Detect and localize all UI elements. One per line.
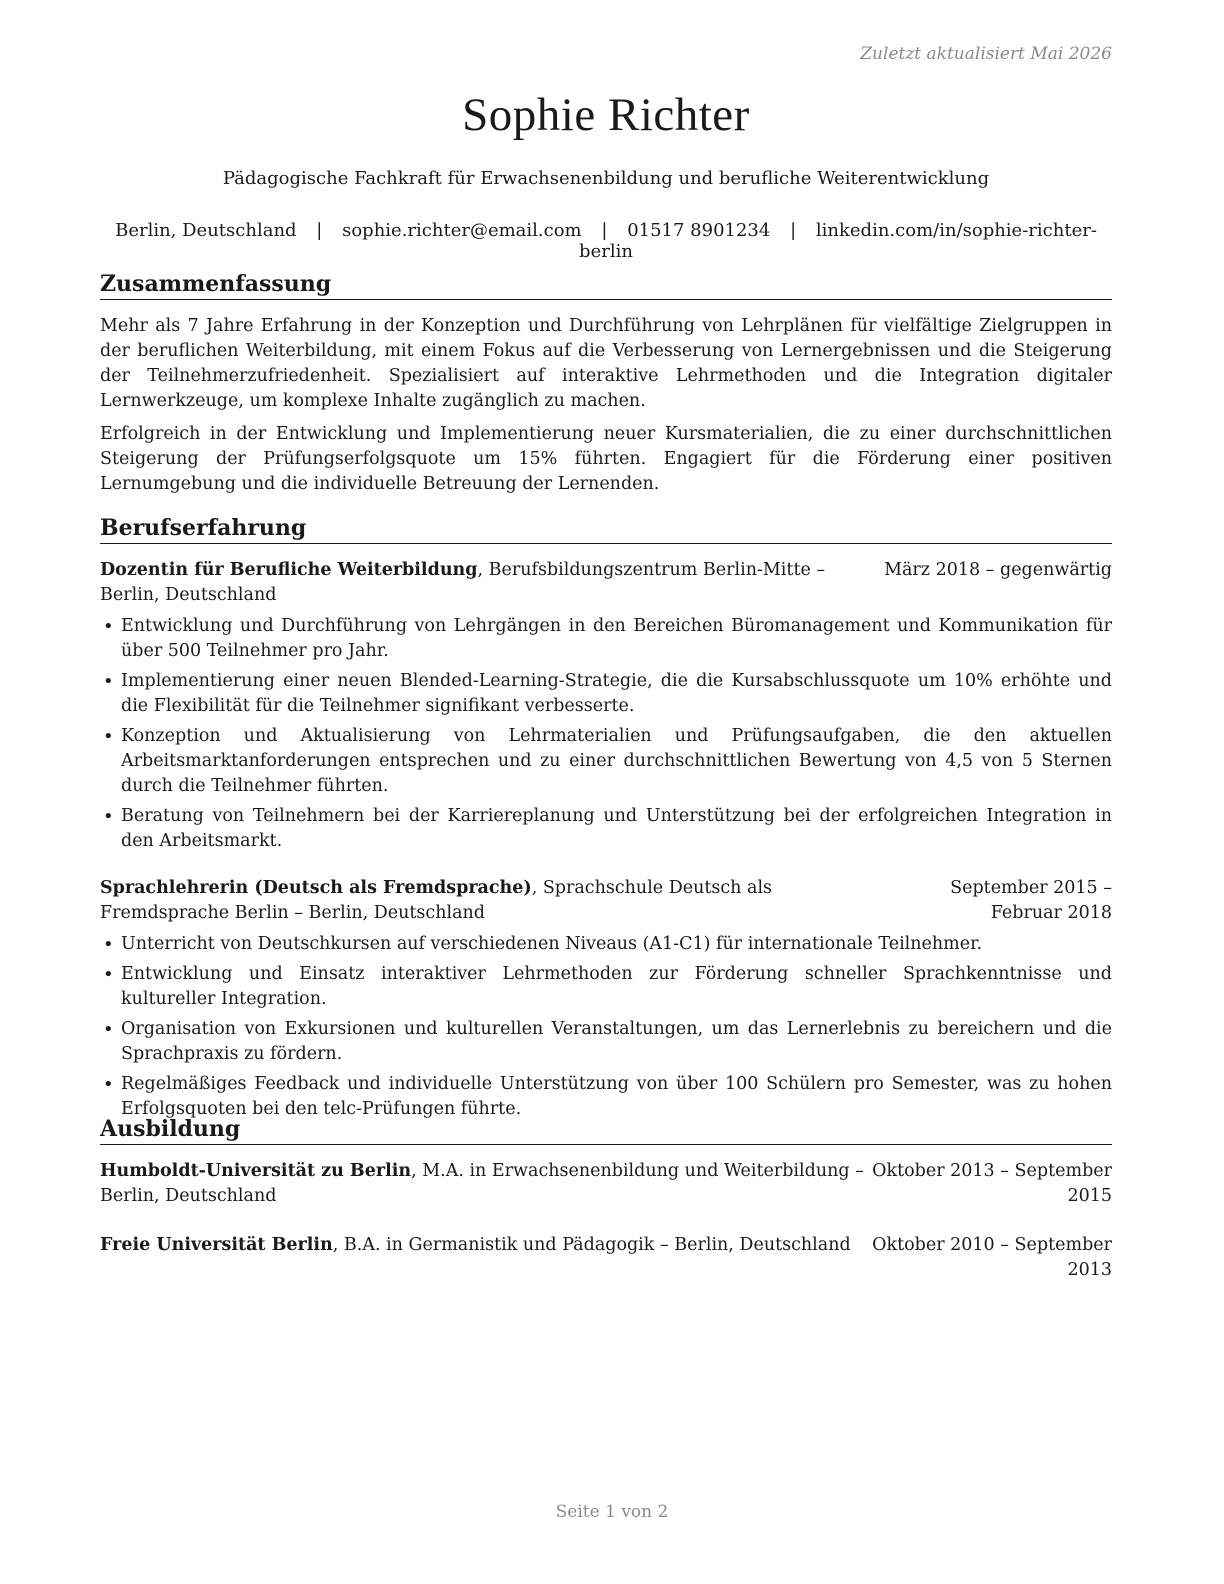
contact-separator: |: [601, 220, 608, 241]
experience-section: [100, 514, 1112, 1127]
education-school: Freie Universität Berlin: [100, 1235, 333, 1255]
list-item: • Regelmäßiges Feedback und individuelle Unterstützung von über 100 Schülern pro Semester, was zu hohen Erfolgsquoten bei den telc-Prüfungen führte.: [100, 1072, 1112, 1122]
contact-phone: 01517 8901234: [627, 220, 771, 241]
job-organization: , Berufsbildungszentrum Berlin-Mitte – Berlin, Deutschland: [100, 560, 826, 605]
education-dates: Oktober 2013 – September 2015: [872, 1161, 1112, 1206]
contact-location: Berlin, Deutschland: [115, 220, 297, 241]
list-item: • Konzeption und Aktualisierung von Lehrmaterialien und Prüfungsaufgaben, die den aktuellen Arbeitsmarktanforderungen entsprechen und zu einer durchschnittlichen Bewertung von 4,5 von 5 Sternen durch die Teilnehmer führten.: [100, 724, 1112, 799]
job-dates: September 2015 – Februar 2018: [950, 878, 1112, 923]
list-item: • Unterricht von Deutschkursen auf verschiedenen Niveaus (A1-C1) für internationale Teilnehmer.: [100, 932, 1112, 957]
job-header: [100, 876, 1112, 926]
job-role: Sprachlehrerin (Deutsch als Fremdsprache): [100, 878, 532, 898]
contact-separator: |: [790, 220, 797, 241]
candidate-name: Sophie Richter: [462, 89, 750, 141]
list-item: • Beratung von Teilnehmern bei der Karriereplanung und Unterstützung bei der erfolgreichen Integration in den Arbeitsmarkt.: [100, 804, 1112, 854]
contact-separator: |: [316, 220, 323, 241]
tagline: Pädagogische Fachkraft für Erwachsenenbildung und berufliche Weiterentwicklung: [222, 168, 990, 189]
summary-paragraph: Erfolgreich in der Entwicklung und Implementierung neuer Kursmaterialien, die zu einer durchschnittlichen Steigerung der Prüfungserfolgsquote um 15% führten. Engagiert für die Förderung einer positiven Lernumgebung und die individuelle Betreuung der Lernenden.: [100, 424, 1112, 494]
job-dates: März 2018 – gegenwärtig: [884, 560, 1112, 580]
section-title: Ausbildung: [100, 1115, 1112, 1145]
job-bullets: [100, 614, 1112, 854]
job-entry: [100, 876, 1112, 1122]
job-entry: [100, 558, 1112, 854]
contact-email[interactable]: sophie.richter@email.com: [342, 220, 582, 241]
education-entry: [100, 1233, 1112, 1283]
job-role: Dozentin für Berufliche Weiterbildung: [100, 560, 478, 580]
summary-section: [100, 270, 1112, 497]
education-degree: , M.A. in Erwachsenenbildung und Weiterbildung – Berlin, Deutschland: [100, 1161, 864, 1206]
job-organization: , Sprachschule Deutsch als Fremdsprache Berlin – Berlin, Deutschland: [100, 878, 773, 923]
job-bullets: [100, 932, 1112, 1122]
education-degree: , B.A. in Germanistik und Pädagogik – Berlin, Deutschland: [332, 1235, 851, 1255]
education-entry: [100, 1159, 1112, 1209]
list-item: • Entwicklung und Einsatz interaktiver Lehrmethoden zur Förderung schneller Sprachkenntnisse und kultureller Integration.: [100, 962, 1112, 1012]
contact-linkedin[interactable]: linkedin.com/in/sophie-richter-berlin: [579, 220, 1097, 262]
list-item: • Implementierung einer neuen Blended-Learning-Strategie, die die Kursabschlussquote um 10% erhöhte und die Flexibilität für die Teilnehmer signifikant verbesserte.: [100, 669, 1112, 719]
section-title: Zusammenfassung: [100, 270, 1112, 300]
page-number: Seite 1 von 2: [555, 1502, 669, 1522]
education-dates: Oktober 2010 – September 2013: [872, 1235, 1112, 1280]
last-updated: Zuletzt aktualisiert Mai 2026: [860, 44, 1112, 64]
job-header: [100, 558, 1112, 608]
list-item: • Organisation von Exkursionen und kulturellen Veranstaltungen, um das Lernerlebnis zu bereichern und die Sprachpraxis zu fördern.: [100, 1017, 1112, 1067]
summary-paragraph: Mehr als 7 Jahre Erfahrung in der Konzeption und Durchführung von Lehrplänen für vielfältige Zielgruppen in der beruflichen Weiterbildung, mit einem Fokus auf die Verbesserung von Lernergebnissen und die Steigerung der Teilnehmerzufriedenheit. Spezialisiert auf interaktive Lehrmethoden und die Integration digitaler Lernwerkzeuge, um komplexe Inhalte zugänglich zu machen.: [100, 316, 1112, 411]
list-item: • Entwicklung und Durchführung von Lehrgängen in den Bereichen Büromanagement und Kommunikation für über 500 Teilnehmer pro Jahr.: [100, 614, 1112, 664]
section-title: Berufserfahrung: [100, 514, 1112, 544]
education-school: Humboldt-Universität zu Berlin: [100, 1161, 412, 1181]
education-section: [100, 1115, 1112, 1283]
contact-line: [100, 220, 1112, 262]
